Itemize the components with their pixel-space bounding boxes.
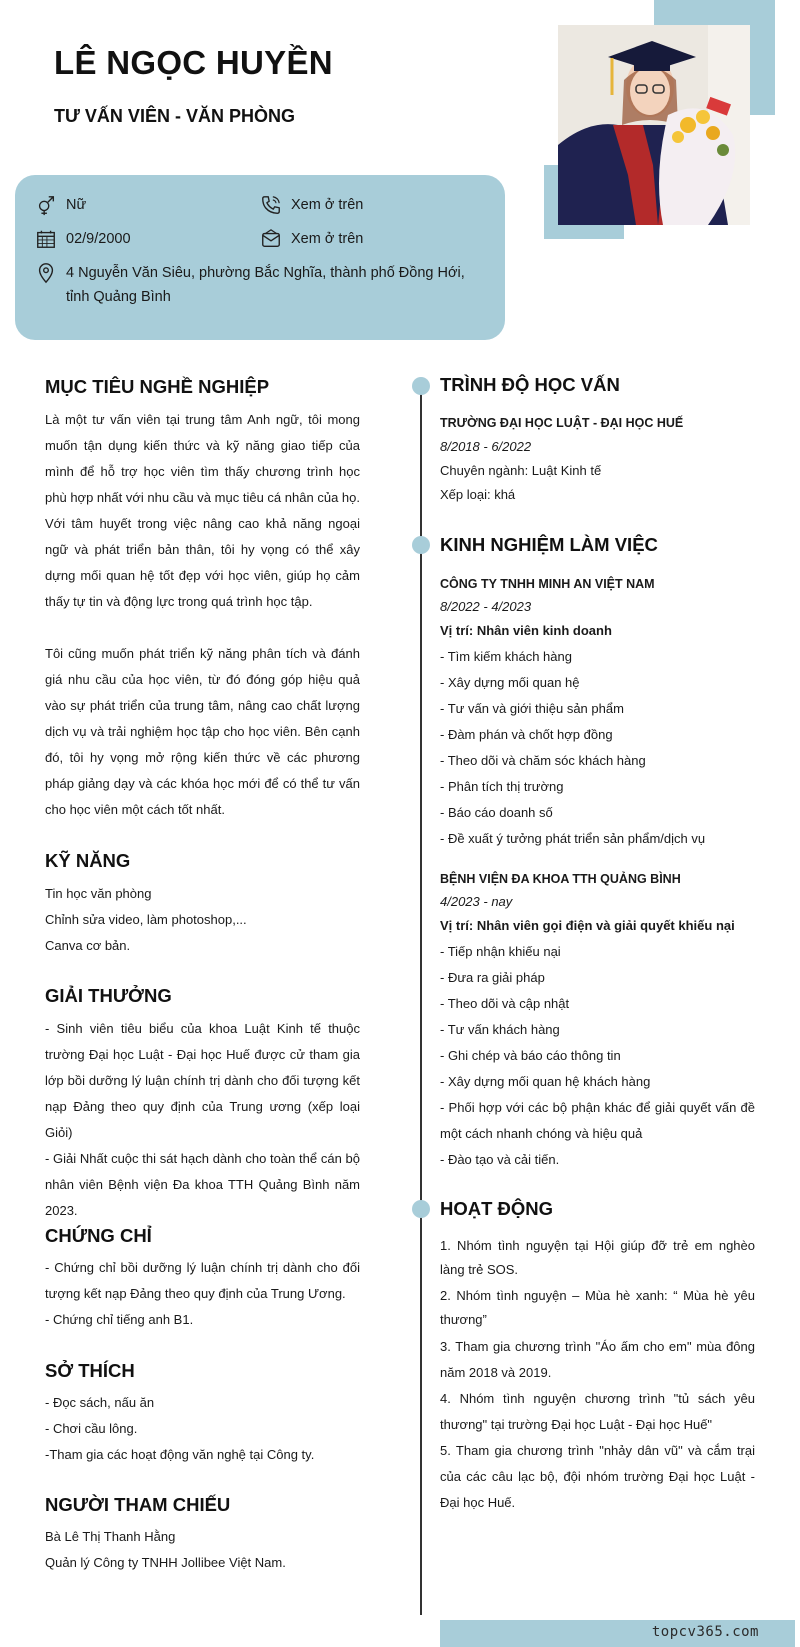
job-dates: 4/2023 - nay <box>440 894 513 909</box>
contact-panel <box>15 175 505 340</box>
hobbies-heading: SỞ THÍCH <box>45 1360 135 1381</box>
list-item: - Tiếp nhận khiếu nại <box>440 944 561 959</box>
list-item: - Theo dõi và chăm sóc khách hàng <box>440 753 646 768</box>
job-dates: 8/2022 - 4/2023 <box>440 599 532 614</box>
list-item: - Xây dựng mối quan hệ <box>440 675 580 690</box>
list-item: - Phân tích thị trường <box>440 779 564 794</box>
address-value: 4 Nguyễn Văn Siêu, phường Bắc Nghĩa, thành phố Đồng Hới, tỉnh Quảng Bình <box>66 265 465 305</box>
activities-heading: HOẠT ĐỘNG <box>440 1198 554 1219</box>
phone-icon <box>260 194 282 216</box>
company-name: BỆNH VIỆN ĐA KHOA TTH QUẢNG BÌNH <box>440 872 681 886</box>
mail-icon <box>260 228 282 250</box>
objective-paragraph-2: Tôi cũng muốn phát triển kỹ năng phân tích và đánh giá nhu cầu của học viên, từ đó đóng góp hiệu quả vào sự phát triển của trung tâm, nâng cao chất lượng dịch vụ và trải nghiệm học tập cho học viên. Bên cạnh đó, tôi hy vọng mở rộng kiến thức về các phương pháp giảng dạy và các khóa học mới để có thể tư vấn cho học viên một cách tốt nhất. <box>45 646 360 817</box>
list-item: -Tham gia các hoạt động văn nghệ tại Công ty. <box>45 1447 315 1462</box>
awards-heading: GIẢI THƯỞNG <box>45 985 172 1006</box>
company-name: CÔNG TY TNHH MINH AN VIỆT NAM <box>440 577 655 591</box>
email-value: Xem ở trên <box>291 231 364 247</box>
contact-gender <box>35 193 86 217</box>
list-item: - Theo dõi và cập nhật <box>440 996 570 1011</box>
location-pin-icon <box>35 262 57 284</box>
list-item: Bà Lê Thị Thanh Hằng <box>45 1529 176 1544</box>
watermark-text: topcv365.com <box>651 1624 759 1640</box>
list-item: - Đọc sách, nấu ăn <box>45 1395 155 1410</box>
education-grade: Xếp loại: khá <box>440 487 516 502</box>
job-title: TƯ VẤN VIÊN - VĂN PHÒNG <box>54 106 295 126</box>
education-heading: TRÌNH ĐỘ HỌC VẤN <box>440 374 620 395</box>
list-item: - Báo cáo doanh số <box>440 805 553 820</box>
objective-paragraph-1: Là một tư vấn viên tại trung tâm Anh ngữ, tôi mong muốn tận dụng kiến thức và kỹ năng giao tiếp của mình để hỗ trợ học viên tìm thấy chương trình học phù hợp nhất với nhu cầu và mục tiêu cá nhân của họ. Với tâm huyết trong việc nâng cao khả năng ngoại ngữ và phát triển bản thân, tôi hy vọng có thể xây dựng mối quan hệ tốt đẹp với học viên, giúp họ cảm thấy tự tin và động lực trong quá trình học tập. <box>45 412 360 609</box>
gender-icon <box>35 194 57 216</box>
graduate-portrait-image <box>558 25 750 225</box>
list-item: - Tìm kiếm khách hàng <box>440 649 572 664</box>
list-item: Tin học văn phòng <box>45 886 152 901</box>
list-item: Quản lý Công ty TNHH Jollibee Việt Nam. <box>45 1555 286 1570</box>
contact-email <box>260 227 363 251</box>
references-list <box>45 1524 286 1576</box>
references-heading: NGƯỜI THAM CHIẾU <box>45 1494 231 1515</box>
gender-value: Nữ <box>66 197 87 213</box>
list-item: - Đàm phán và chốt hợp đồng <box>440 727 613 742</box>
phone-value: Xem ở trên <box>291 197 364 213</box>
skills-list <box>45 881 247 959</box>
birthday-value: 02/9/2000 <box>66 231 131 247</box>
objective-heading: MỤC TIÊU NGHỀ NGHIỆP <box>45 376 270 397</box>
education-major: Chuyên ngành: Luật Kinh tế <box>440 463 602 478</box>
contact-birthday <box>35 227 131 251</box>
certificates-text: - Chứng chỉ bồi dưỡng lý luận chính trị dành cho đối tượng kết nạp Đảng theo quy định của Trung Ương. - Chứng chỉ tiếng anh B1. <box>45 1260 360 1327</box>
timeline-line <box>420 385 422 1615</box>
list-item: - Tư vấn và giới thiệu sản phẩm <box>440 701 624 716</box>
activities-list <box>440 1234 755 1516</box>
education-dates: 8/2018 - 6/2022 <box>440 439 532 454</box>
calendar-icon <box>35 228 57 250</box>
list-item: 3. Tham gia chương trình "Áo ấm cho em" mùa đông năm 2018 và 2019. <box>440 1339 755 1380</box>
job-1 <box>440 572 705 852</box>
list-item: - Đưa ra giải pháp <box>440 970 545 985</box>
list-item: 4. Nhóm tình nguyện chương trình "tủ sách yêu thương" tại trường Đại học Luật - Đại học Huế" <box>440 1391 755 1432</box>
footer-bar <box>440 1620 795 1647</box>
list-item: - Tư vấn khách hàng <box>440 1022 560 1037</box>
certificates-heading: CHỨNG CHỈ <box>45 1225 152 1246</box>
school-name: TRƯỜNG ĐẠI HỌC LUẬT - ĐẠI HỌC HUẾ <box>440 416 684 430</box>
list-item: 5. Tham gia chương trình "nhảy dân vũ" và cắm trại của các câu lạc bộ, đội nhóm trường Đại học Luật - Đại học Huế. <box>440 1443 755 1510</box>
job-position: Vị trí: Nhân viên kinh doanh <box>440 623 612 638</box>
timeline-dot <box>412 377 430 395</box>
awards-text: - Sinh viên tiêu biểu của khoa Luật Kinh tế thuộc trường Đại học Luật - Đại học Huế được cử tham gia lớp bồi dưỡng lý luận chính trị dành cho đối tượng kết nạp Đảng theo quy định của Trung ương (xếp loại Giỏi) - Giải Nhất cuộc thi sát hạch dành cho toàn thể cán bộ nhân viên Bệnh viện Đa khoa TTH Quảng Bình năm 2023. <box>45 1021 360 1218</box>
hobbies-list <box>45 1390 314 1468</box>
timeline-dot <box>412 1200 430 1218</box>
list-item: Chỉnh sửa video, làm photoshop,... <box>45 912 247 927</box>
list-item: Canva cơ bản. <box>45 938 131 953</box>
job-position: Vị trí: Nhân viên gọi điện và giải quyết khiếu nại <box>440 918 735 933</box>
list-item: 1. Nhóm tình nguyện tại Hội giúp đỡ trẻ em nghèo làng trẻ SOS. <box>440 1238 755 1277</box>
list-item: - Đề xuất ý tưởng phát triển sản phẩm/dịch vụ <box>440 831 706 846</box>
list-item: 2. Nhóm tình nguyện – Mùa hè xanh: “ Mùa hè yêu thương” <box>440 1288 755 1327</box>
contact-phone <box>260 193 363 217</box>
education-details <box>440 411 683 507</box>
job-2 <box>440 867 755 1173</box>
contact-address <box>35 261 475 309</box>
experience-heading: KINH NGHIỆM LÀM VIỆC <box>440 534 658 555</box>
list-item: - Đào tạo và cải tiến. <box>440 1152 560 1167</box>
candidate-name: LÊ NGỌC HUYỀN <box>54 44 333 81</box>
timeline-dot <box>412 536 430 554</box>
profile-photo <box>558 25 750 225</box>
list-item: - Xây dựng mối quan hệ khách hàng <box>440 1074 651 1089</box>
list-item: - Phối hợp với các bộ phận khác để giải quyết vấn đề một cách nhanh chóng và hiệu quả <box>440 1100 755 1141</box>
list-item: - Chơi cầu lông. <box>45 1421 138 1436</box>
skills-heading: KỸ NĂNG <box>45 850 131 871</box>
list-item: - Ghi chép và báo cáo thông tin <box>440 1048 621 1063</box>
